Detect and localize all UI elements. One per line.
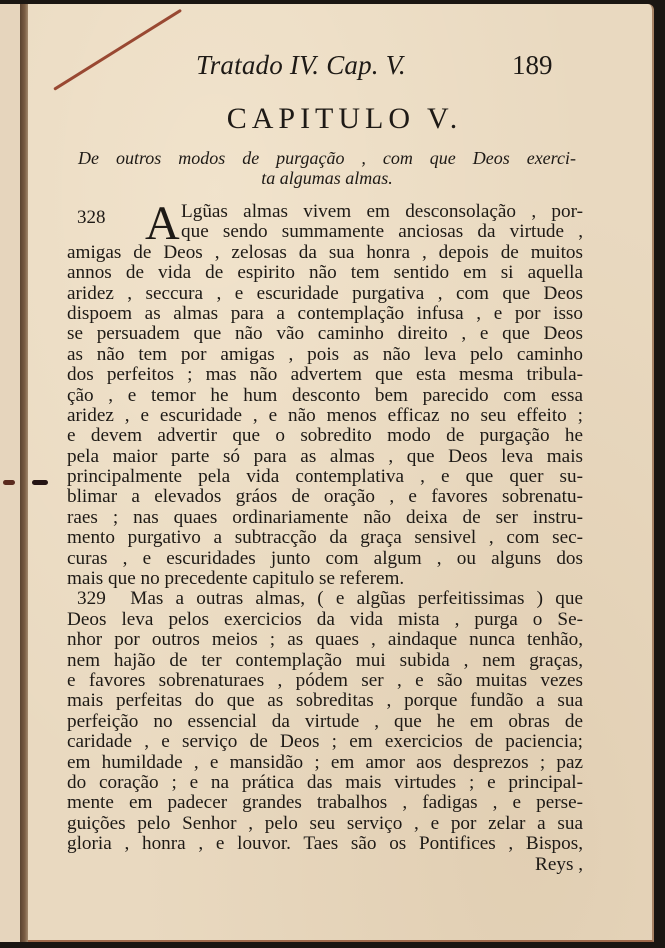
text-line: curas , e escuridades junto com algum , ou alguns dos <box>67 547 583 569</box>
text-line: do coração ; e na prática das mais virtudes ; e principal- <box>67 771 583 793</box>
drop-cap: A <box>145 197 180 250</box>
paragraph-opening <box>67 197 583 250</box>
body-text <box>67 197 584 875</box>
text-line: nhor por outros meios ; as quaes , aindaque nunca tenhão, <box>67 629 583 651</box>
chapter-title: CAPITULO V. <box>226 102 463 135</box>
paragraph-329-first-line <box>67 589 583 609</box>
text-line: Mas a outras almas, ( e algũas perfeitissimas ) que <box>130 588 584 610</box>
subtitle-line: De outros modos de purgação , com que Deos exerci- <box>78 148 576 168</box>
paragraph-329 <box>67 610 583 855</box>
paragraph-number: 328 <box>77 207 106 228</box>
text-line: mais que no precedente capitulo se referem. <box>67 568 405 590</box>
text-line: em humildade , e mansidão ; em amor aos desprezos ; paz <box>67 751 583 773</box>
paragraph-number: 329 <box>77 588 106 610</box>
text-line: dispoem as almas para a contemplação infusa , e por isso <box>67 302 583 324</box>
text-line: blimar a elevados gráos de oração , e favores sobrenatu- <box>67 486 583 508</box>
text-line: raes ; nas quaes ordinariamente não deixa de ser instru- <box>67 506 583 528</box>
text-line: as não tem por amigas , pois as não leva pelo caminho <box>67 343 583 365</box>
text-line: aridez , e escuridade , e não menos efficaz no seu effeito ; <box>67 404 583 426</box>
text-line: dos perfeitos ; mas não advertem que esta mesma tribula- <box>67 364 583 386</box>
ink-mark <box>3 480 15 485</box>
text-line: annos de vida de espirito não tem sentido em si aquella <box>67 262 583 284</box>
book-gutter <box>20 4 28 942</box>
paragraph-328 <box>67 243 583 590</box>
text-line: mento purgativo a subtracção da graça sensivel , com sec- <box>67 527 583 549</box>
text-line: aridez , seccura , e escuridade purgativa , com que Deos <box>67 282 583 304</box>
text-line: Lgũas almas vivem em desconsolação , por- <box>181 201 583 222</box>
text-line: Deos leva pelos exercicios da vida mista , purga o Se- <box>67 608 583 630</box>
text-line: que sendo summamente anciosas da virtude , <box>181 221 583 243</box>
text-line: guições pelo Senhor , pelo seu serviço , e por zelar a sua <box>67 812 583 834</box>
text-line: se persuadem que não vão caminho direito , e que Deos <box>67 323 583 345</box>
text-line: e devem advertir que o sobredito modo de purgação he <box>67 425 583 447</box>
text-line: caridade , e serviço de Deos ; em exercicios de paciencia; <box>67 731 583 753</box>
text-line: e favores sobrenaturaes , pódem ser , e são muitas vezes <box>67 670 583 691</box>
text-line: principalmente pela vida contemplativa , e que quer su- <box>67 466 583 488</box>
text-line: pela maior parte só para as almas , que Deos leva mais <box>67 445 583 467</box>
text-line: gloria , honra , e louvor. Taes são os Pontifices , Bispos, <box>67 833 583 855</box>
text-line: mais perfeitas do que as sobreditas , porque fundão a sua <box>67 690 583 712</box>
text-line: perfeição no essencial da virtude , que he em obras de <box>67 710 583 732</box>
text-line: mente em padecer grandes trabalhos , fadigas , e perse- <box>67 792 583 814</box>
text-line: ção , e temor he hum desconto bem parecido com essa <box>67 384 583 406</box>
facing-page-edge <box>0 4 21 942</box>
subtitle-line: ta algumas almas. <box>261 168 393 188</box>
running-head: Tratado IV. Cap. V. <box>196 50 406 80</box>
text-line: amigas de Deos , zelosas da sua honra , depois de muitos <box>67 241 583 263</box>
chapter-subtitle <box>78 148 576 188</box>
text-line: nem hajão de ter contemplação mui subida , nem graças, <box>67 649 583 671</box>
page-number: 189 <box>512 50 553 80</box>
catchword: Reys , <box>535 853 583 875</box>
ink-mark <box>32 480 48 485</box>
